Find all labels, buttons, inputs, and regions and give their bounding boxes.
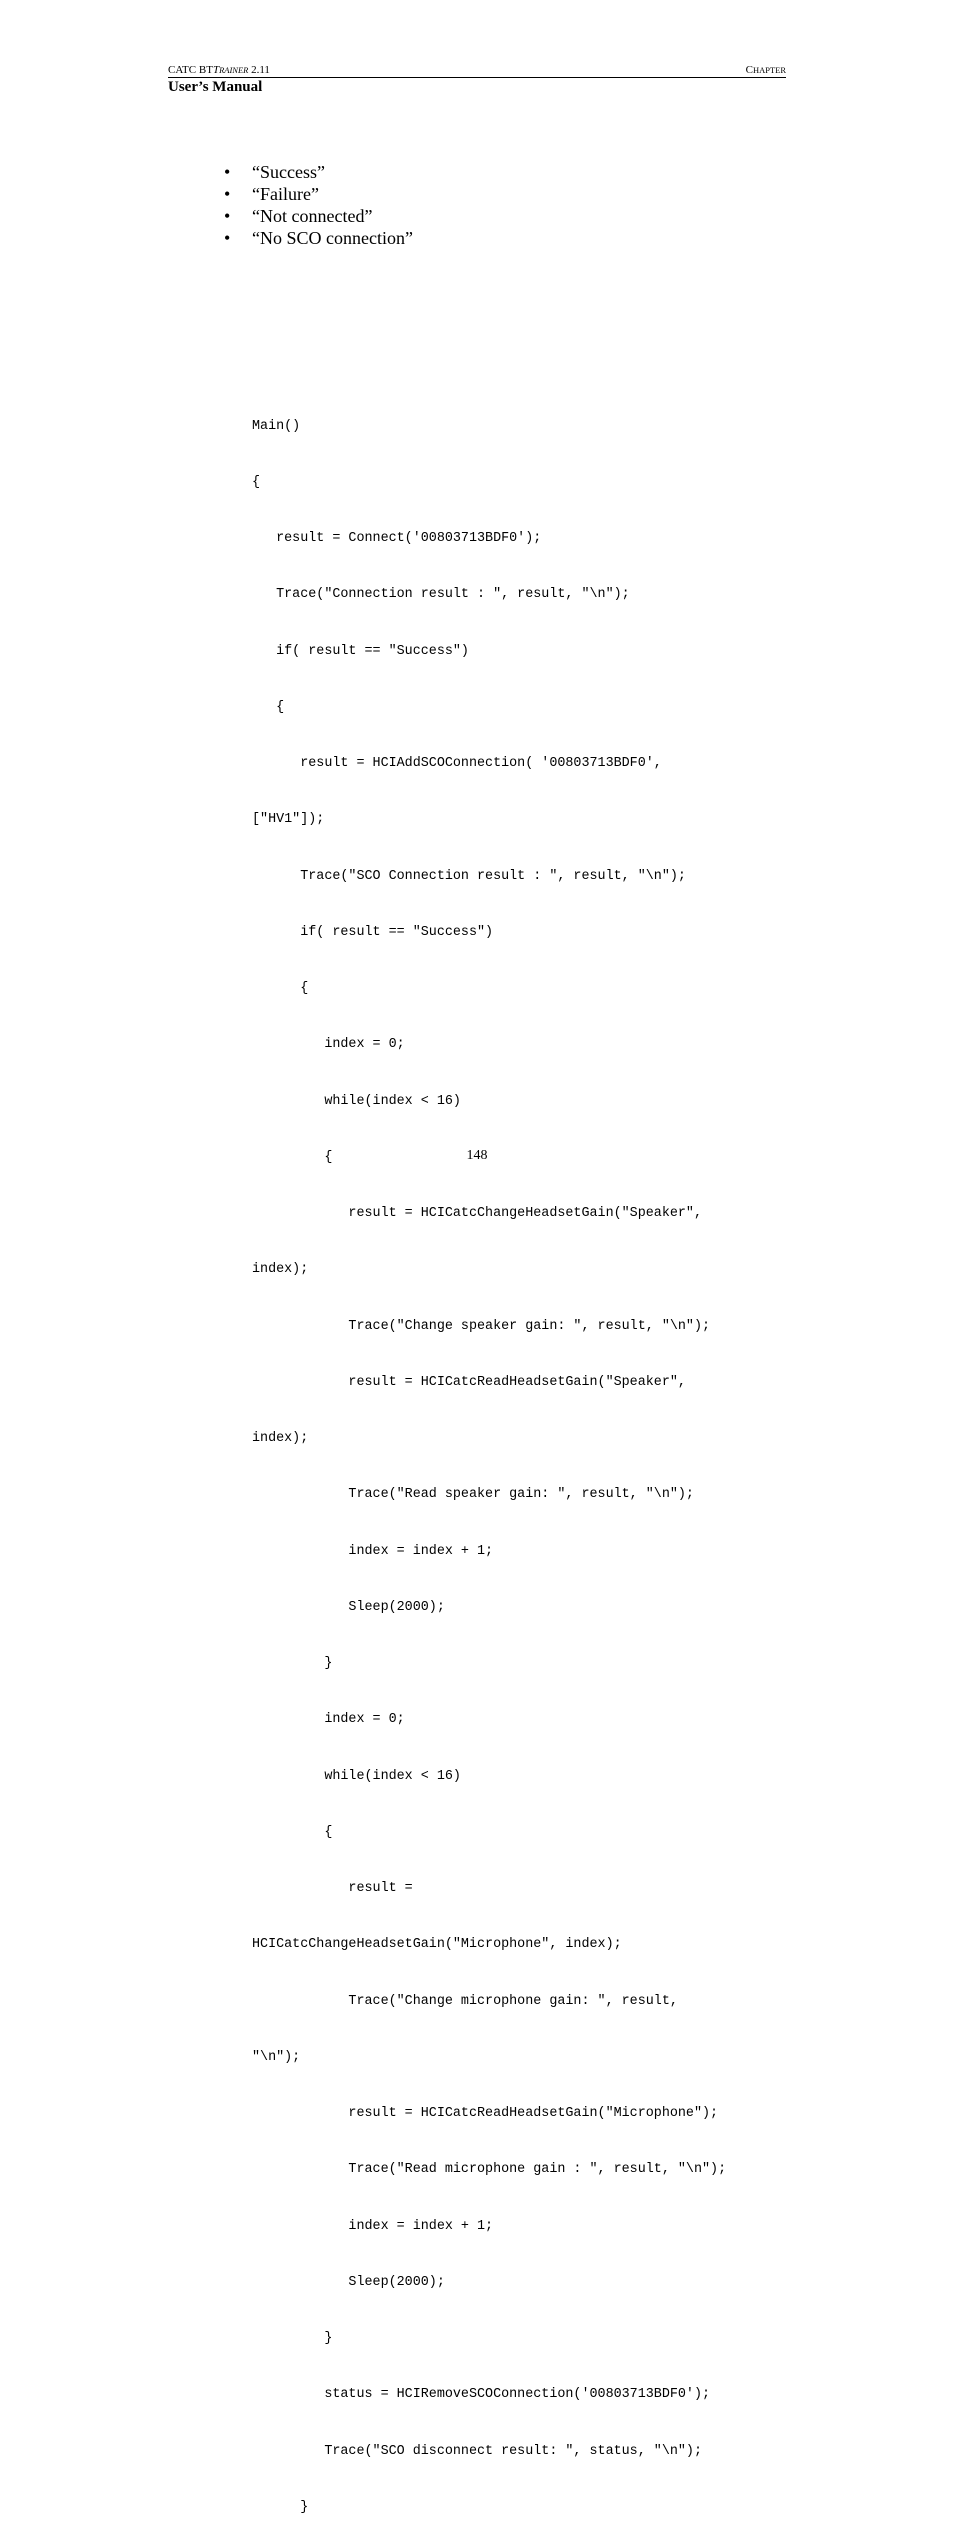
code-line: } xyxy=(252,1656,333,1671)
result-values-list xyxy=(224,161,413,249)
code-line: } xyxy=(252,2499,309,2515)
bullet-marker: • xyxy=(224,184,231,204)
code-line: Trace("Change speaker gain: ", result, "\n"); xyxy=(252,1318,711,1334)
list-item-text: “Not connected” xyxy=(252,206,373,226)
header-subtitle: User’s Manual xyxy=(168,79,263,95)
list-item-text: “Success” xyxy=(252,162,325,182)
code-line: Trace("Read microphone gain : ", result, "\n"); xyxy=(252,2162,727,2178)
header-version: 2.11 xyxy=(251,64,270,76)
code-line: index = index + 1; xyxy=(252,2218,494,2234)
list-item-text: “No SCO connection” xyxy=(252,228,413,248)
code-line: result = xyxy=(252,1881,413,1896)
code-line: Trace("SCO disconnect result: ", status, "\n"); xyxy=(252,2443,702,2459)
code-line: result = HCICatcReadHeadsetGain("Speaker", xyxy=(252,1374,686,1390)
code-line: while(index < 16) xyxy=(252,1093,461,1109)
list-item xyxy=(224,227,413,249)
code-line: Trace("Change microphone gain: ", result, xyxy=(252,1993,678,2009)
code-line: { xyxy=(252,474,261,490)
header-product-name-initial: T xyxy=(212,64,220,76)
code-line: { xyxy=(252,981,309,996)
code-line: status = HCIRemoveSCOConnection('00803713BDF0'); xyxy=(252,2387,711,2403)
code-line: if( result == "Success") xyxy=(252,924,494,940)
header-product-name xyxy=(213,64,248,76)
code-line: result = Connect('00803713BDF0'); xyxy=(252,531,542,546)
code-line: Trace("Connection result : ", result, "\n"); xyxy=(252,587,630,603)
header-product-title xyxy=(168,63,270,77)
list-item xyxy=(224,183,413,205)
code-line: ["HV1"]); xyxy=(252,812,325,828)
bullet-marker: • xyxy=(224,162,231,182)
code-line: result = HCICatcChangeHeadsetGain("Speaker", xyxy=(252,1206,702,1221)
code-line: { xyxy=(252,699,285,715)
code-line: Sleep(2000); xyxy=(252,2274,445,2290)
header-product-prefix: CATC BT xyxy=(168,64,213,76)
code-line: Trace("SCO Connection result : ", result, "\n"); xyxy=(252,868,686,884)
code-line: index); xyxy=(252,1262,309,1278)
code-line: Trace("Read speaker gain: ", result, "\n"); xyxy=(252,1487,694,1503)
code-line: index = 0; xyxy=(252,1712,405,1728)
running-header xyxy=(168,63,786,78)
header-chapter-initial: C xyxy=(745,64,753,76)
code-line: index); xyxy=(252,1431,309,1446)
code-line: HCICatcChangeHeadsetGain("Microphone", index); xyxy=(252,1937,622,1953)
code-line: } xyxy=(252,2331,333,2346)
code-line: index = index + 1; xyxy=(252,1543,494,1559)
code-listing xyxy=(252,380,726,2536)
header-chapter xyxy=(746,63,786,77)
code-line: while(index < 16) xyxy=(252,1768,461,1784)
code-line: result = HCICatcReadHeadsetGain("Microphone"); xyxy=(252,2106,719,2121)
code-line: result = HCIAddSCOConnection( '00803713BDF0', xyxy=(252,756,662,771)
header-product-name-rest: RAINER xyxy=(219,65,249,75)
header-chapter-rest: HAPTER xyxy=(752,65,786,75)
code-line: "\n"); xyxy=(252,2049,301,2065)
code-line: { xyxy=(252,1149,333,1165)
list-item xyxy=(224,205,413,227)
code-line: Sleep(2000); xyxy=(252,1599,445,1615)
list-item xyxy=(224,161,413,183)
list-item-text: “Failure” xyxy=(252,184,319,204)
page-number: 148 xyxy=(466,1148,488,1163)
code-line: { xyxy=(252,1824,333,1840)
bullet-marker: • xyxy=(224,228,231,248)
code-line: Main() xyxy=(252,418,301,434)
code-line: if( result == "Success") xyxy=(252,643,469,659)
bullet-marker: • xyxy=(224,206,231,226)
code-line: index = 0; xyxy=(252,1037,405,1053)
